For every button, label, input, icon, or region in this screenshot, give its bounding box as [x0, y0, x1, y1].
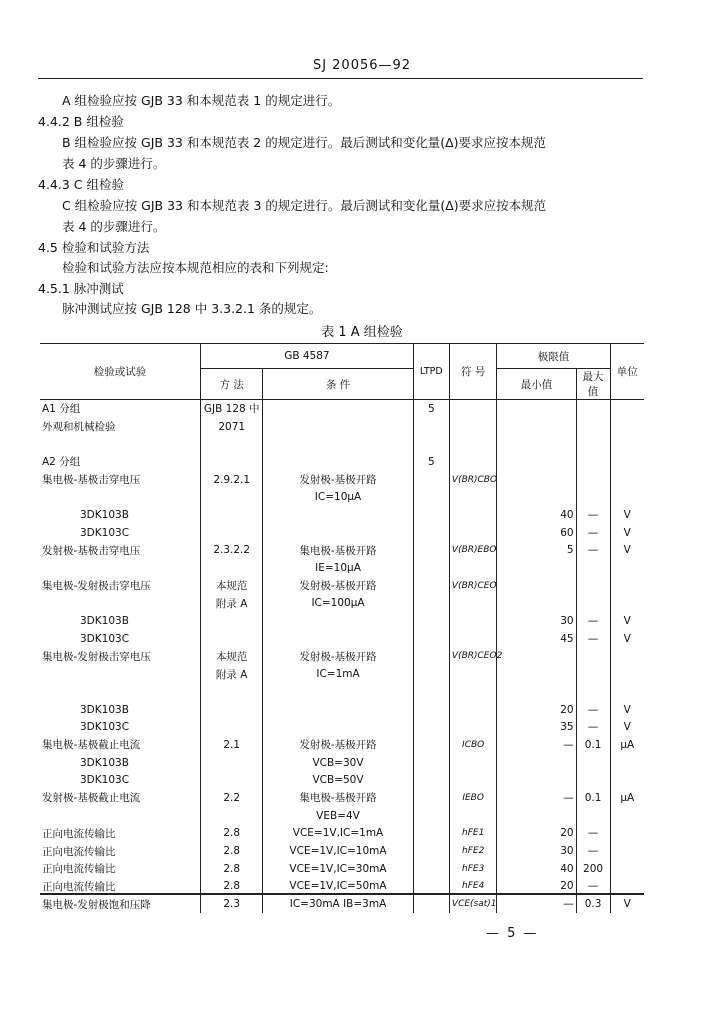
header-ltpd: LTPD [413, 344, 449, 400]
cell-unit: V [610, 506, 644, 524]
cell-sym: hFE2 [449, 842, 497, 860]
cell-item [40, 559, 201, 577]
cell-method: 本规范 [201, 577, 263, 595]
cell-ltpd [413, 506, 449, 524]
header-symbol: 符 号 [449, 344, 497, 400]
cell-min [497, 400, 576, 418]
table-row [40, 471, 644, 489]
cell-ltpd [413, 418, 449, 436]
table-row [40, 701, 644, 719]
cell-item: 3DK103B [80, 703, 129, 716]
cell-method [201, 524, 263, 542]
cell-sym [449, 524, 497, 542]
cell-ltpd: 5 [413, 453, 449, 471]
cell-item: 3DK103B [80, 615, 129, 628]
cell-max: — [576, 825, 610, 843]
cell-max [576, 577, 610, 595]
cell-item: A2 分组 [42, 456, 81, 469]
cell-item: 集电极-发射极饱和压降 [42, 898, 151, 911]
cell-unit: μA [610, 736, 644, 754]
table-row [40, 842, 644, 860]
cell-cond: VCE=1V,IC=1mA [263, 825, 413, 843]
cell-min [497, 488, 576, 506]
cell-ltpd [413, 754, 449, 772]
cell-cond: VEB=4V [263, 807, 413, 825]
cell-cond [263, 506, 413, 524]
cell-method: 2.8 [201, 860, 263, 878]
cell-ltpd: 5 [413, 400, 449, 418]
table-row [40, 418, 644, 436]
cell-max: 0.3 [576, 895, 610, 913]
header-method: 方 法 [201, 369, 263, 400]
cell-method: 2.8 [201, 842, 263, 860]
cell-cond: 发射极-基极开路 [263, 471, 413, 489]
cell-max: — [576, 630, 610, 648]
cell-sym [449, 683, 497, 701]
cell-ltpd [413, 542, 449, 560]
cell-max [576, 648, 610, 666]
cell-ltpd [413, 771, 449, 789]
cell-ltpd [413, 435, 449, 453]
cell-cond: VCE=1V,IC=10mA [263, 842, 413, 860]
cell-unit [610, 471, 644, 489]
cell-cond [263, 524, 413, 542]
cell-sym [449, 807, 497, 825]
cell-max [576, 754, 610, 772]
cell-ltpd [413, 595, 449, 613]
cell-cond: VCB=30V [263, 754, 413, 772]
cell-max: — [576, 718, 610, 736]
cell-method: GJB 128 中 [201, 400, 263, 418]
table-row [40, 754, 644, 772]
cell-item: 正向电流传输比 [42, 863, 116, 876]
cell-sym [449, 630, 497, 648]
document-code: SJ 20056—92 [312, 58, 412, 73]
cell-ltpd [413, 648, 449, 666]
cell-item [40, 488, 201, 506]
header-unit: 单位 [610, 344, 644, 400]
cell-sym: ICBO [449, 736, 497, 754]
heading-4-4-2: 4.4.2 B 组检验 [38, 114, 124, 129]
cell-unit [610, 842, 644, 860]
cell-ltpd [413, 860, 449, 878]
cell-ltpd [413, 736, 449, 754]
cell-min: 40 [497, 506, 576, 524]
cell-cond: 发射极-基极开路 [263, 648, 413, 666]
header-limits: 极限值 [497, 344, 610, 369]
cell-method [201, 718, 263, 736]
table-row [40, 559, 644, 577]
cell-method: 2.3.2.2 [201, 542, 263, 560]
cell-item: 正向电流传输比 [42, 845, 116, 858]
cell-max [576, 400, 610, 418]
cell-cond [263, 612, 413, 630]
table-row [40, 718, 644, 736]
header-rule [38, 78, 643, 79]
cell-item: 集电极-发射极击穿电压 [42, 580, 151, 593]
cell-min: — [497, 736, 576, 754]
cell-method: 2.9.2.1 [201, 471, 263, 489]
table-row [40, 577, 644, 595]
table-row [40, 648, 644, 666]
cell-sym [449, 771, 497, 789]
cell-ltpd [413, 701, 449, 719]
cell-sym: VCE(sat)1 [449, 895, 497, 913]
cell-item: 集电极-基极击穿电压 [42, 474, 141, 487]
cell-item: 正向电流传输比 [42, 827, 116, 840]
cell-cond: VCE=1V,IC=50mA [263, 878, 413, 896]
cell-unit [610, 400, 644, 418]
table-row [40, 825, 644, 843]
cell-sym: V(BR)CEO2 [449, 648, 497, 666]
cell-cond: IE=10μA [263, 559, 413, 577]
cell-min: — [497, 895, 576, 913]
paragraph-b-group-2: 表 4 的步骤进行。 [62, 156, 166, 171]
cell-method [201, 771, 263, 789]
cell-unit [610, 595, 644, 613]
cell-min: 30 [497, 612, 576, 630]
cell-unit [610, 754, 644, 772]
cell-method: 附录 A [201, 595, 263, 613]
header-max: 最大值 [576, 369, 610, 400]
cell-min: 60 [497, 524, 576, 542]
cell-method [201, 559, 263, 577]
cell-cond: VCB=50V [263, 771, 413, 789]
cell-cond [263, 718, 413, 736]
cell-sym [449, 612, 497, 630]
cell-min [497, 683, 576, 701]
cell-item [40, 665, 201, 683]
paragraph-c-group-1: C 组检验应按 GJB 33 和本规范表 3 的规定进行。最后测试和变化量(Δ)要求应按本规范 [62, 198, 547, 213]
cell-min [497, 648, 576, 666]
cell-unit [610, 418, 644, 436]
cell-method: 附录 A [201, 665, 263, 683]
cell-item: 发射极-基极击穿电压 [42, 544, 141, 557]
cell-unit [610, 488, 644, 506]
cell-unit [610, 648, 644, 666]
cell-max [576, 471, 610, 489]
cell-ltpd [413, 895, 449, 913]
cell-item [40, 807, 201, 825]
cell-min [497, 577, 576, 595]
cell-item: 3DK103C [80, 774, 130, 787]
table-row [40, 542, 644, 560]
cell-cond [263, 701, 413, 719]
cell-min [497, 471, 576, 489]
cell-cond: IC=1mA [263, 665, 413, 683]
cell-method: 2.8 [201, 878, 263, 896]
cell-method [201, 683, 263, 701]
table-row [40, 612, 644, 630]
cell-min [497, 665, 576, 683]
cell-max [576, 807, 610, 825]
cell-unit [610, 771, 644, 789]
cell-max: — [576, 612, 610, 630]
cell-min [497, 754, 576, 772]
cell-max: — [576, 524, 610, 542]
cell-max [576, 453, 610, 471]
cell-item [40, 435, 201, 453]
header-standard: GB 4587 [201, 344, 414, 369]
cell-sym [449, 453, 497, 471]
table-row [40, 506, 644, 524]
table-row [40, 453, 644, 471]
table-row [40, 895, 644, 913]
cell-cond: 集电极-基极开路 [263, 542, 413, 560]
cell-method [201, 453, 263, 471]
cell-min [497, 807, 576, 825]
cell-cond [263, 418, 413, 436]
cell-cond [263, 683, 413, 701]
cell-sym [449, 665, 497, 683]
cell-ltpd [413, 789, 449, 807]
table-bottom-rule [40, 893, 644, 895]
cell-method [201, 701, 263, 719]
cell-unit [610, 453, 644, 471]
cell-cond: IC=100μA [263, 595, 413, 613]
cell-method: 2.2 [201, 789, 263, 807]
cell-min [497, 453, 576, 471]
cell-sym [449, 559, 497, 577]
cell-min [497, 435, 576, 453]
cell-cond: 集电极-基极开路 [263, 789, 413, 807]
cell-item: 3DK103B [80, 508, 129, 521]
cell-item: 集电极-基极截止电流 [42, 739, 141, 752]
cell-ltpd [413, 718, 449, 736]
cell-unit [610, 683, 644, 701]
cell-sym: V(BR)CBO [449, 471, 497, 489]
cell-sym [449, 754, 497, 772]
cell-unit [610, 577, 644, 595]
cell-item: 外观和机械检验 [42, 421, 116, 434]
table-row [40, 771, 644, 789]
cell-method: 2.8 [201, 825, 263, 843]
cell-cond [263, 435, 413, 453]
cell-unit: V [610, 895, 644, 913]
cell-cond [263, 453, 413, 471]
cell-method [201, 488, 263, 506]
cell-sym [449, 595, 497, 613]
cell-method [201, 435, 263, 453]
cell-ltpd [413, 630, 449, 648]
table-row [40, 860, 644, 878]
cell-ltpd [413, 825, 449, 843]
heading-4-5: 4.5 检验和试验方法 [38, 240, 150, 255]
cell-cond [263, 630, 413, 648]
cell-cond [263, 400, 413, 418]
cell-min [497, 418, 576, 436]
cell-max: 0.1 [576, 736, 610, 754]
paragraph-c-group-2: 表 4 的步骤进行。 [62, 219, 166, 234]
cell-unit: V [610, 718, 644, 736]
table-row [40, 595, 644, 613]
heading-4-5-1: 4.5.1 脉冲测试 [38, 281, 124, 296]
table-row [40, 789, 644, 807]
table-row [40, 435, 644, 453]
cell-min: 20 [497, 701, 576, 719]
cell-min: 40 [497, 860, 576, 878]
table-caption: 表 1 A 组检验 [321, 325, 403, 340]
paragraph-methods: 检验和试验方法应按本规范相应的表和下列规定: [62, 260, 329, 275]
header-min: 最小值 [497, 369, 576, 400]
paragraph-pulse-test: 脉冲测试应按 GJB 128 中 3.3.2.1 条的规定。 [62, 301, 322, 316]
cell-min: 45 [497, 630, 576, 648]
cell-ltpd [413, 807, 449, 825]
cell-min [497, 559, 576, 577]
cell-cond: IC=10μA [263, 488, 413, 506]
cell-sym [449, 435, 497, 453]
cell-method: 2.3 [201, 895, 263, 913]
cell-sym [449, 488, 497, 506]
cell-unit: V [610, 701, 644, 719]
cell-max: — [576, 542, 610, 560]
cell-sym: V(BR)EBO [449, 542, 497, 560]
cell-ltpd [413, 612, 449, 630]
cell-max: — [576, 842, 610, 860]
table-row [40, 524, 644, 542]
cell-unit: V [610, 524, 644, 542]
cell-item [40, 683, 201, 701]
paragraph-b-group-1: B 组检验应按 GJB 33 和本规范表 2 的规定进行。最后测试和变化量(Δ)要求应按本规范 [62, 135, 547, 150]
cell-sym: hFE3 [449, 860, 497, 878]
table-row [40, 665, 644, 683]
cell-min [497, 771, 576, 789]
cell-max: — [576, 506, 610, 524]
cell-max [576, 418, 610, 436]
cell-sym [449, 701, 497, 719]
cell-method: 本规范 [201, 648, 263, 666]
cell-item: 正向电流传输比 [42, 880, 116, 893]
cell-item [40, 595, 201, 613]
cell-max [576, 683, 610, 701]
cell-ltpd [413, 665, 449, 683]
cell-item: 3DK103C [80, 526, 130, 539]
cell-unit [610, 860, 644, 878]
cell-ltpd [413, 488, 449, 506]
cell-min: 20 [497, 825, 576, 843]
cell-method [201, 612, 263, 630]
cell-method [201, 807, 263, 825]
cell-method [201, 754, 263, 772]
header-condition: 条 件 [263, 369, 413, 400]
cell-min: — [497, 789, 576, 807]
table-row [40, 400, 644, 418]
cell-unit [610, 559, 644, 577]
table-row [40, 736, 644, 754]
cell-method: 2.1 [201, 736, 263, 754]
cell-min: 35 [497, 718, 576, 736]
page-number: — 5 — [486, 926, 539, 941]
cell-sym: IEBO [449, 789, 497, 807]
cell-unit [610, 825, 644, 843]
cell-min: 20 [497, 878, 576, 896]
cell-cond: 发射极-基极开路 [263, 577, 413, 595]
cell-ltpd [413, 842, 449, 860]
cell-cond: 发射极-基极开路 [263, 736, 413, 754]
table-row [40, 683, 644, 701]
table-row [40, 630, 644, 648]
cell-method: 2071 [201, 418, 263, 436]
table-row [40, 488, 644, 506]
cell-min [497, 595, 576, 613]
cell-item: 3DK103B [80, 756, 129, 769]
cell-max [576, 559, 610, 577]
cell-max [576, 435, 610, 453]
paragraph-a-group: A 组检验应按 GJB 33 和本规范表 1 的规定进行。 [62, 93, 341, 108]
cell-max [576, 488, 610, 506]
cell-ltpd [413, 559, 449, 577]
cell-unit [610, 807, 644, 825]
cell-max: — [576, 701, 610, 719]
cell-max [576, 665, 610, 683]
cell-item: A1 分组 [42, 403, 81, 416]
cell-sym [449, 418, 497, 436]
cell-min: 30 [497, 842, 576, 860]
cell-sym: hFE1 [449, 825, 497, 843]
cell-ltpd [413, 577, 449, 595]
cell-unit: V [610, 542, 644, 560]
cell-cond: IC=30mA IB=3mA [263, 895, 413, 913]
table-row [40, 807, 644, 825]
cell-sym: hFE4 [449, 878, 497, 896]
a-group-inspection-table [40, 343, 644, 913]
header-item: 检验或试验 [40, 344, 201, 400]
cell-ltpd [413, 471, 449, 489]
cell-sym: V(BR)CEO [449, 577, 497, 595]
heading-4-4-3: 4.4.3 C 组检验 [38, 177, 124, 192]
cell-unit: V [610, 630, 644, 648]
cell-method [201, 506, 263, 524]
cell-method [201, 630, 263, 648]
cell-unit [610, 665, 644, 683]
cell-cond: VCE=1V,IC=30mA [263, 860, 413, 878]
cell-max [576, 595, 610, 613]
cell-unit: V [610, 612, 644, 630]
cell-item: 发射极-基极截止电流 [42, 792, 141, 805]
cell-max [576, 771, 610, 789]
cell-ltpd [413, 683, 449, 701]
cell-item: 3DK103C [80, 632, 130, 645]
cell-max: 0.1 [576, 789, 610, 807]
cell-sym [449, 506, 497, 524]
cell-unit [610, 435, 644, 453]
cell-max: 200 [576, 860, 610, 878]
cell-ltpd [413, 524, 449, 542]
cell-item: 集电极-发射极击穿电压 [42, 650, 151, 663]
cell-item: 3DK103C [80, 721, 130, 734]
cell-sym [449, 400, 497, 418]
cell-unit: μA [610, 789, 644, 807]
cell-sym [449, 718, 497, 736]
cell-min: 5 [497, 542, 576, 560]
cell-max: — [576, 878, 610, 896]
